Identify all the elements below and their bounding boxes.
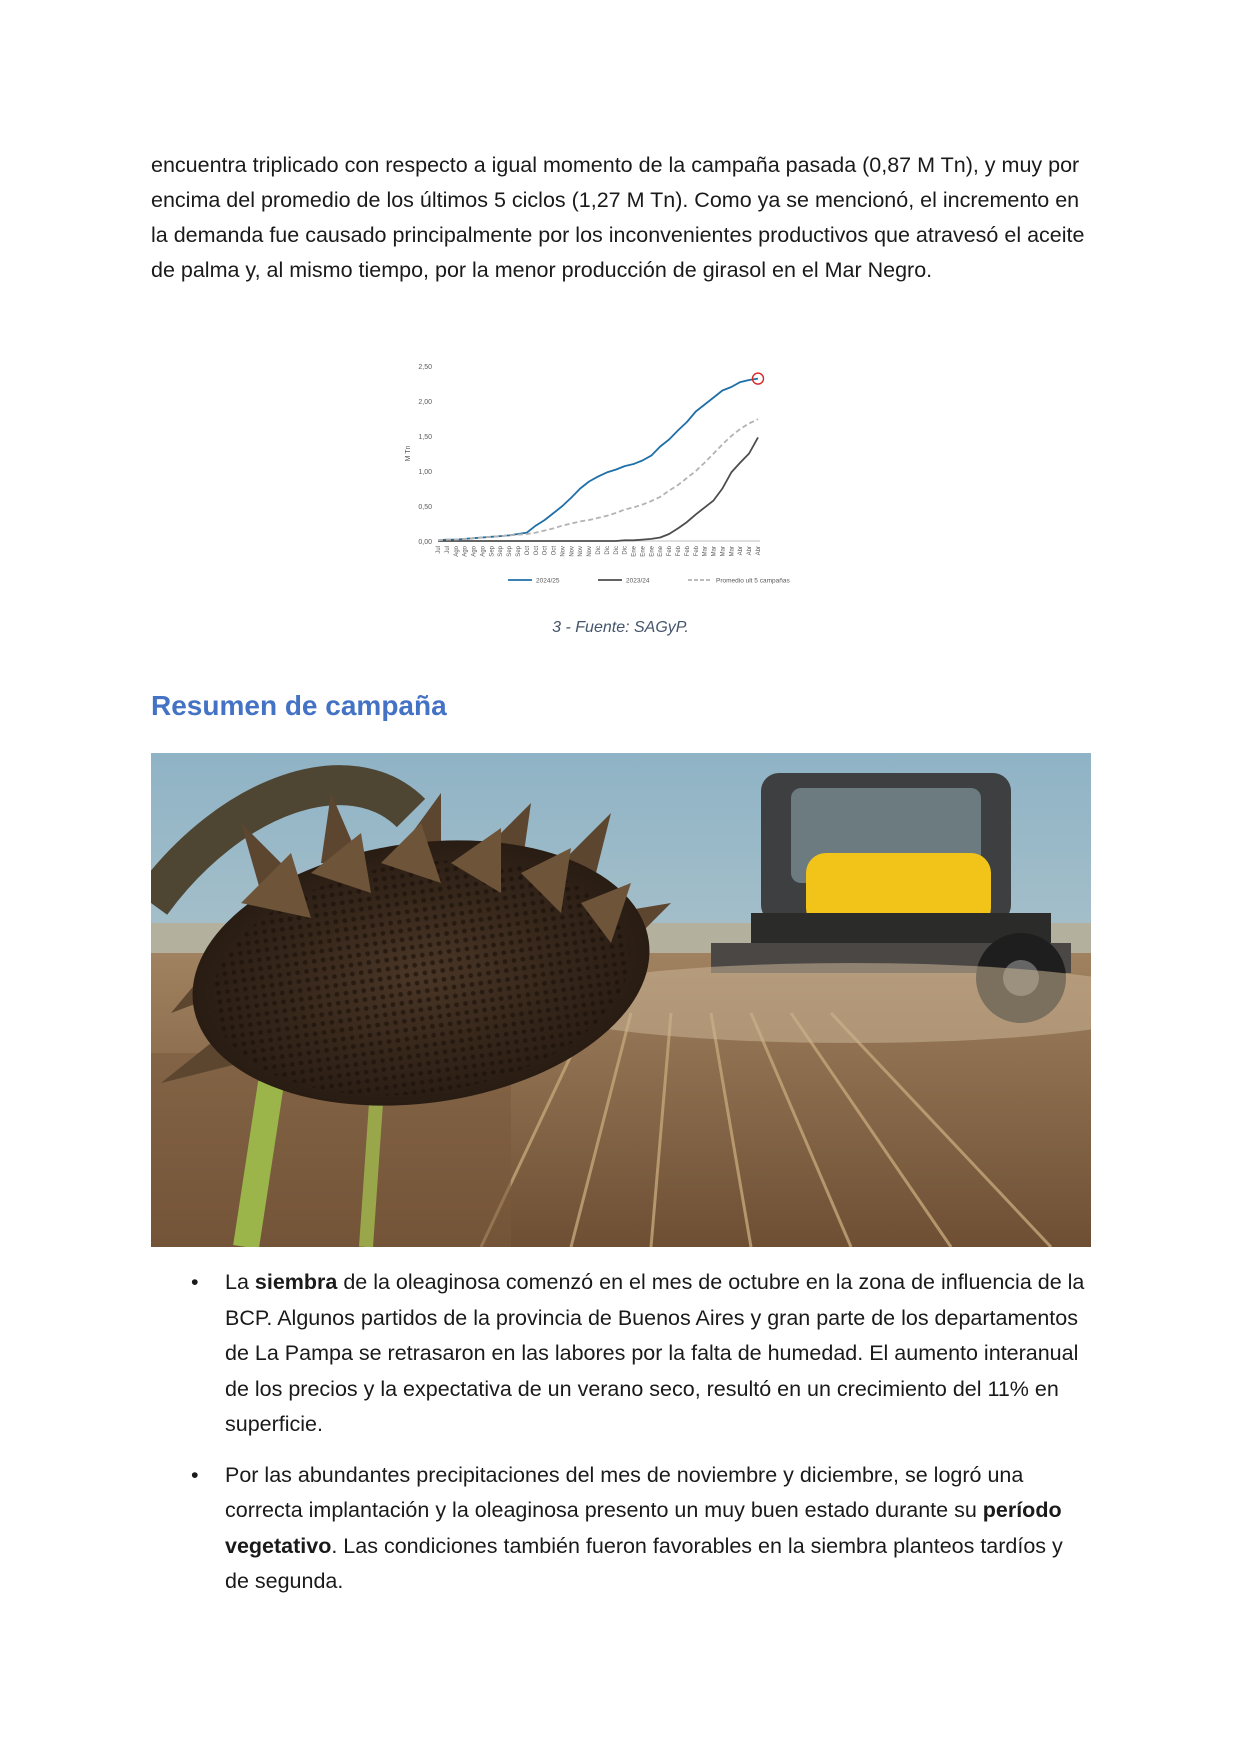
y-tick-label: 2,50 — [418, 364, 432, 371]
x-tick-label: Abr — [747, 546, 754, 556]
x-tick-label: Nov — [578, 546, 585, 557]
x-tick-label: Feb — [667, 546, 674, 557]
y-tick-label: 1,00 — [418, 469, 432, 476]
series-line-1 — [438, 437, 758, 541]
bullet-text-after: . Las condiciones también fueron favorables en la siembra planteos tardíos y de segunda. — [225, 1533, 1063, 1593]
section-heading: Resumen de campaña — [151, 690, 447, 721]
x-tick-label: Mar — [702, 546, 709, 557]
y-axis-label: M Tn — [405, 445, 412, 462]
x-tick-label: Ago — [471, 546, 478, 557]
x-tick-label: Sep — [498, 546, 505, 557]
bullet-text-after: de la oleaginosa comenzó en el mes de octubre en la zona de influencia de la BCP. Algunos partidos de la provincia de Buenos Aires y gran parte de los departamentos de La Pampa se retrasaron en las labores por la falta de humedad. El aumento interanual de los precios y la expectativa de un verano seco, resultó en un crecimiento del 11% en superficie. — [225, 1270, 1085, 1436]
figure-caption: 3 - Fuente: SAGyP. — [552, 619, 689, 636]
x-tick-label: Abr — [756, 546, 762, 556]
x-tick-label: Dic — [596, 546, 602, 555]
x-tick-label: Oct — [524, 546, 531, 556]
legend-label-1: 2023/24 — [626, 577, 650, 585]
x-tick-label: Nov — [560, 546, 567, 557]
x-tick-label: Mar — [729, 546, 736, 557]
bullet-periodo-vegetativo — [151, 1458, 1091, 1600]
x-tick-label: Oct — [551, 546, 558, 556]
x-tick-label: Ene — [649, 546, 656, 557]
summary-bullets — [151, 1265, 1091, 1615]
legend-label-0: 2024/25 — [536, 577, 560, 585]
x-tick-label: Dic — [604, 546, 611, 555]
x-tick-label: Ago — [462, 546, 469, 557]
x-tick-label: Oct — [542, 546, 549, 556]
x-tick-label: Sep — [507, 546, 514, 557]
legend-label-2: Promedio ult 5 campañas — [716, 577, 790, 585]
y-tick-label: 0,00 — [418, 539, 432, 546]
x-tick-label: Dic — [613, 546, 620, 555]
bullet-glyph: • — [191, 1462, 199, 1487]
bullet-text-before: La — [225, 1270, 255, 1294]
bullet-bold-term: siembra — [254, 1270, 338, 1294]
exports-chart — [396, 348, 866, 598]
series-line-0 — [438, 379, 758, 541]
x-tick-label: Nov — [569, 546, 576, 557]
x-tick-label: Feb — [684, 546, 691, 557]
x-tick-label: Ene — [658, 546, 665, 557]
x-tick-label: Feb — [676, 546, 682, 557]
bullet-bold-term: período vegetativo — [225, 1498, 1062, 1558]
x-tick-label: Sep — [489, 546, 496, 557]
x-tick-label: Ene — [631, 546, 638, 557]
x-tick-label: Mar — [720, 546, 727, 557]
x-tick-label: Ago — [480, 546, 487, 557]
x-tick-label: Ago — [453, 546, 460, 557]
intro-paragraph: encuentra triplicado con respecto a igual momento de la campaña pasada (0,87 M Tn), y muy por encima del promedio de los últimos 5 ciclos (1,27 M Tn). Como ya se mencionó, el incremento en la demanda fue causado principalmente por los inconvenientes productivos que atravesó el aceite de palma y, al mismo tiempo, por la menor producción de girasol en el Mar Negro. — [151, 153, 1085, 282]
bullet-text-before: Por las abundantes precipitaciones del mes de noviembre y diciembre, se logró una correcta implantación y la oleaginosa presento un muy buen estado durante su — [225, 1462, 1024, 1522]
x-tick-label: Dic — [622, 546, 629, 555]
x-tick-label: Mar — [711, 546, 718, 557]
y-tick-label: 2,00 — [418, 399, 432, 406]
exports-line-chart — [396, 348, 866, 598]
sunflower-harvest-photo — [151, 753, 1091, 1247]
x-tick-label: Jul — [444, 546, 451, 554]
x-tick-label: Sep — [516, 546, 522, 557]
x-tick-label: Ene — [640, 546, 647, 557]
x-tick-label: Jul — [436, 546, 442, 554]
y-tick-label: 1,50 — [418, 434, 432, 441]
x-tick-label: Nov — [587, 546, 594, 557]
bullet-glyph: • — [191, 1270, 199, 1294]
x-tick-label: Abr — [738, 546, 745, 556]
x-tick-label: Oct — [533, 546, 540, 556]
series-line-2 — [438, 419, 758, 540]
y-tick-label: 0,50 — [418, 504, 432, 511]
bullet-siembra — [151, 1265, 1091, 1443]
x-tick-label: Feb — [693, 546, 700, 557]
